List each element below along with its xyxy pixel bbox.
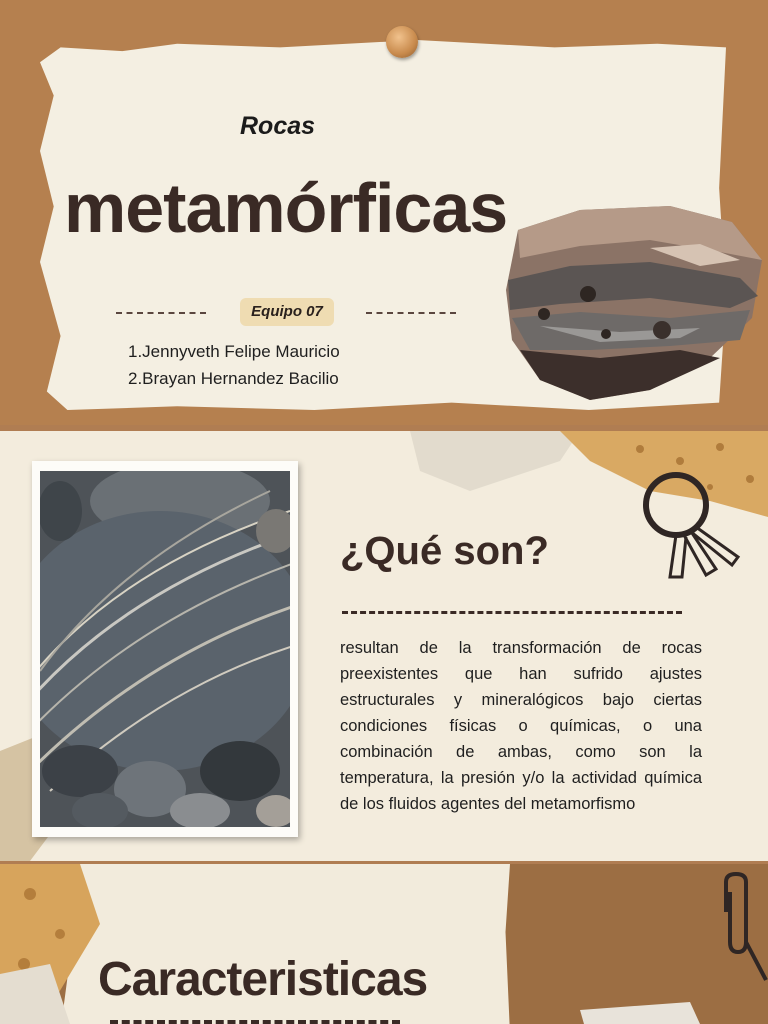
page-title: metamórficas: [64, 169, 508, 247]
section-heading: ¿Qué son?: [340, 529, 549, 573]
member-list: [128, 338, 340, 392]
paper-scrap-bottom: [0, 964, 70, 1024]
pushpin-icon: [386, 26, 418, 58]
member-item: 1.Jennyveth Felipe Mauricio: [128, 342, 340, 361]
banded-rock-photo: [40, 471, 290, 827]
right-dash-divider: [366, 312, 456, 314]
tape-strip: [580, 1002, 700, 1024]
paper-clip-icon: [706, 872, 768, 982]
rock-icon: [500, 200, 768, 400]
photo-frame: [32, 461, 298, 837]
team-badge: Equipo 07: [240, 298, 334, 326]
section-heading: Caracteristicas: [98, 953, 428, 1006]
title-slide: [0, 0, 768, 425]
left-dash-divider: [116, 312, 206, 314]
characteristics-slide: [0, 864, 768, 1024]
dash-divider: [110, 1020, 400, 1024]
definition-slide: [0, 431, 768, 861]
title-subtitle: Rocas: [240, 112, 316, 140]
keys-icon: [636, 465, 746, 585]
member-item: 2.Brayan Hernandez Bacilio: [128, 369, 339, 388]
definition-text: resultan de la transformación de rocas preexistentes que han sufrido ajustes estructurales y mineralógicos bajo ciertas condiciones físicas o químicas, o una combinación de ambas, como son la temperatura, la presión y/o la actividad química de los fluidos agentes del metamorfismo: [340, 639, 702, 813]
dash-divider: [342, 611, 682, 614]
